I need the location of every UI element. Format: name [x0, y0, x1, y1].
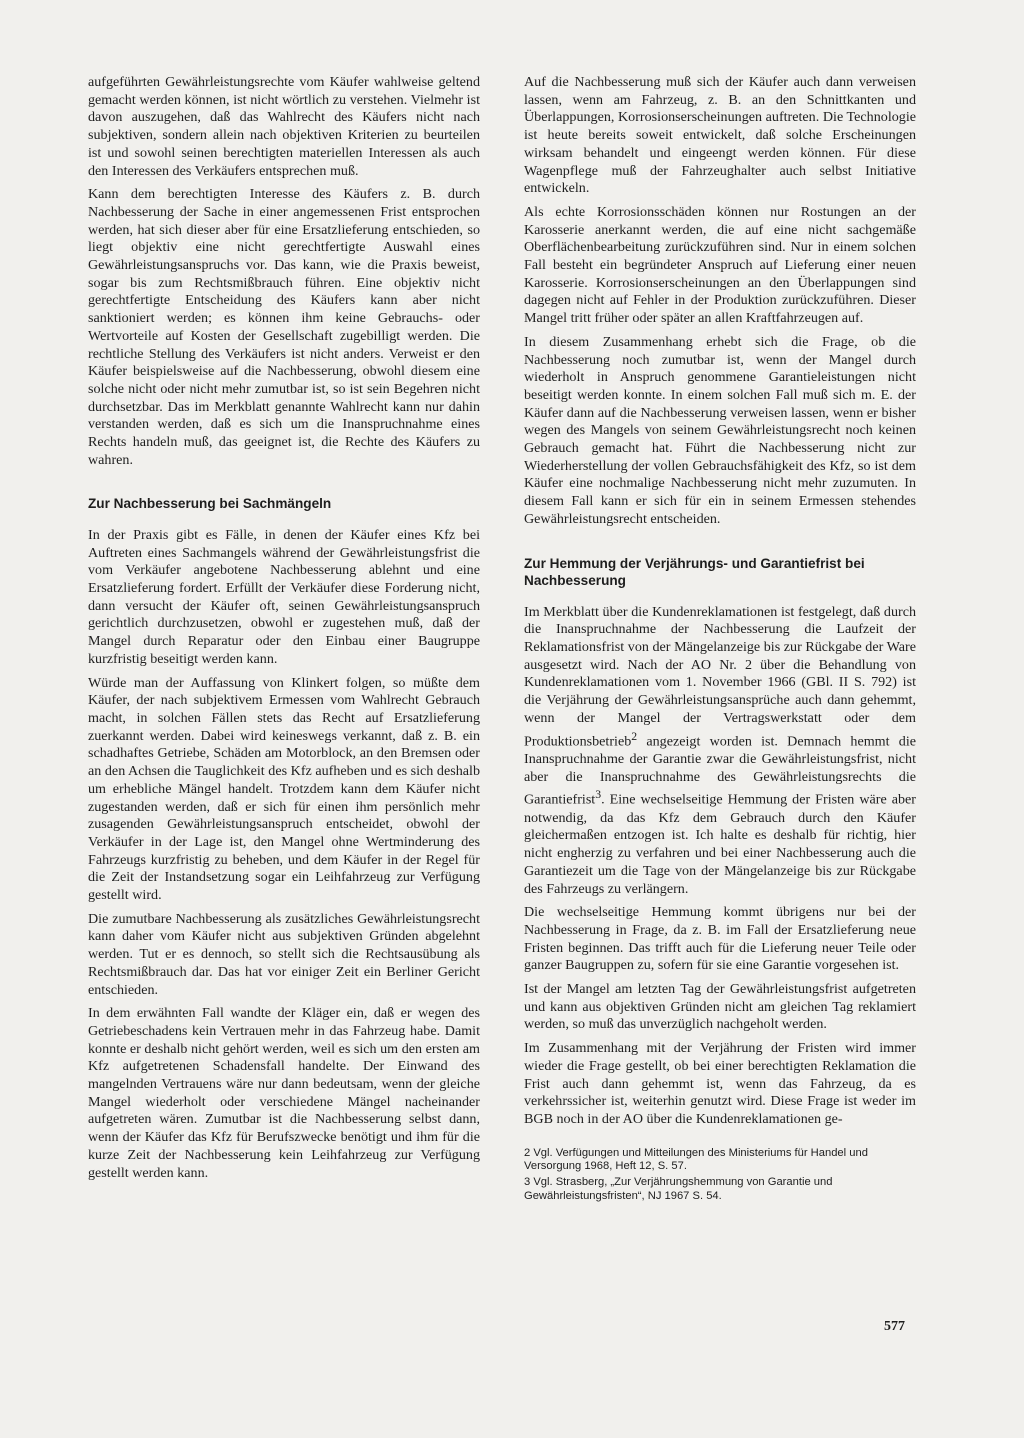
paragraph-text: . Eine wechselseitige Hemmung der Fristen wäre aber notwendig, da das Kfz dem Gebrauch durch den Käufer gleichermaßen entzogen ist. Ich halte es deshalb für richtig, hier nicht engherzig zu verfahren und bei einer Nachbesserung auch die Garantiezeit um die Tage von der Mängelanzeige bis zur Rückgabe des Fahrzeugs zu verlängern. — [524, 791, 916, 897]
page-number: 577 — [884, 1319, 905, 1334]
paragraph: In diesem Zusammenhang erhebt sich die Frage, ob die Nachbesserung noch zumutbar ist, wenn der Mangel durch wiederholt in Anspruch genommene Garantieleistungen nicht beseitigt werden konnte. In einem solchen Fall muß sich m. E. der Käufer dann auf die Nachbesserung verweisen lassen, wenn er bisher wegen des Mangels von seinem Gewährleistungsrecht noch keinen Gebrauch gemacht hat. Führt die Nachbesserung nicht zur Wiederherstellung der vollen Gebrauchsfähigkeit des Kfz, so ist dem Käufer eine nochmalige Nachbesserung nicht mehr zuzumuten. In diesem Fall kann er sich für ein in seinem Ermessen stehendes Gewährleistungsrecht entscheiden. — [524, 333, 916, 527]
paragraph: Im Zusammenhang mit der Verjährung der Fristen wird immer wieder die Frage gestellt, ob bei einer berechtigten Reklamation die Frist auch dann gehemmt ist, wenn das Fahrzeug, da es verkehrssicher ist, weiterhin genutzt wird. Diese Frage ist weder im BGB noch in der AO über die Kundenreklamationen ge- — [524, 1040, 916, 1127]
paragraph: Würde man der Auffassung von Klinkert folgen, so müßte dem Käufer, der nach subjektivem Ermessen vom Wahlrecht Gebrauch macht, in solchen Fällen stets das Recht auf Ersatzlieferung zuerkannt werden. Dabei wird keineswegs verkannt, daß z. B. ein schadhaftes Getriebe, Schäden am Motorblock, an den Bremsen oder an den Achsen die Tauglichkeit des Kfz aufheben und es sich deshalb um erhebliche Mängel handelt. Trotzdem kann dem Käufer nicht zugestanden werden, daß er sich für einen ihm persönlich mehr zusagenden Gewährleistungsanspruch entscheidet, obwohl der Verkäufer in der Lage ist, den Mangel ohne Wertminderung des Fahrzeugs kurzfristig zu beheben, und dem Käufer in der Regel für die Zeit der Instandsetzung sogar ein Leihfahrzeug zur Verfügung gestellt wird. — [88, 674, 480, 904]
paragraph: Als echte Korrosionsschäden können nur Rostungen an der Karosserie anerkannt werden, die auf eine nicht sachgemäße Oberflächenbearbeitung zurückzuführen sind. Nur in einem solchen Fall besteht ein begründeter Anspruch auf Lieferung einer neuen Karosserie. Korrosionserscheinungen an den Überlappungen sind dagegen nicht auf Fehler in der Produktion zurückzuführen. Dieser Mangel tritt früher oder später an allen Kraftfahrzeugen auf. — [524, 203, 916, 327]
paragraph: In dem erwähnten Fall wandte der Kläger ein, daß er wegen des Getriebeschadens kein Vertrauen mehr in das Fahrzeug habe. Damit konnte er deshalb nicht gehört werden, weil es sich um den ersten am Kfz aufgetretenen Schadensfall handelte. Der Einwand des mangelnden Vertrauens wäre nur dann bedeutsam, wenn der gleiche Mangel wiederholt oder verschiedene Mängel nacheinander aufgetreten wären. Zumutbar ist die Nachbesserung selbst dann, wenn der Käufer das Kfz für Berufszwecke benötigt und ihm für die kurze Zeit der Nachbesserung kein Leihfahrzeug zur Verfügung gestellt werden kann. — [88, 1005, 480, 1181]
right-column — [524, 74, 916, 1206]
footnotes — [524, 1147, 916, 1204]
paragraph: In der Praxis gibt es Fälle, in denen der Käufer eines Kfz bei Auftreten eines Sachmangels während der Gewährleistungsfrist die vom Verkäufer angebotene Nachbesserung ablehnt und eine Ersatzlieferung fordert. Erfüllt der Verkäufer diese Forderung nicht, dann versucht der Käufer oft, seinen Gewährleistungsanspruch gerichtlich durchzusetzen, obwohl er zugestehen muß, daß der Mangel durch Reparatur oder den Einbau einer Baugruppe kurzfristig beseitigt werden kann. — [88, 526, 480, 667]
paragraph: Auf die Nachbesserung muß sich der Käufer auch dann verweisen lassen, wenn am Fahrzeug, z. B. an den Schnittkanten und Überlappungen, Korrosionserscheinungen auftreten. Die Technologie ist heute bereits soweit entwickelt, daß solche Erscheinungen wirksam behandelt und eingeengt werden können. Für diese Wagenpflege muß der Fahrzeughalter auch selbst Initiative entwickeln. — [524, 74, 916, 197]
footnote-reference: 2 — [631, 729, 638, 743]
footnote: 2 Vgl. Verfügungen und Mitteilungen des Ministeriums für Handel und Versorgung 1968, Heft 12, S. 57. — [524, 1146, 868, 1173]
footnote-reference: 3 — [595, 788, 602, 802]
paragraph — [524, 604, 916, 899]
paragraph: Kann dem berechtigten Interesse des Käufers z. B. durch Nachbesserung der Sache in einer angemessenen Frist entsprochen werden, hat sich dieser aber für eine Ersatzlieferung entschieden, so liegt objektiv eine nicht gerechtfertigte Auswahl eines Gewährleistungsanspruchs vor. Das kann, wie die Praxis beweist, sogar bis zum Rechtsmißbrauch führen. Eine objektiv nicht gerechtfertigte Entscheidung des Käufers kann aber nicht sanktioniert werden; es können ihm keine Gebrauchs- oder Wertvorteile auf Kosten der Gesellschaft zugebilligt werden. Die rechtliche Stellung des Verkäufers ist nicht anders. Verweist er den Käufer beispielsweise auf die Nachbesserung, obwohl diesem eine solche nicht oder nicht mehr zumutbar ist, so ist sein Begehren nicht durchsetzbar. Das im Merkblatt genannte Wahlrecht kann nur dahin verstanden werden, daß es sich um die Inanspruchnahme eines Rechts handeln muß, das geeignet ist, die Rechte des Käufers zu wahren. — [88, 186, 480, 468]
paragraph: Die wechselseitige Hemmung kommt übrigens nur bei der Nachbesserung in Frage, da z. B. im Fall der Ersatzlieferung neue Fristen beginnen. Das trifft auch für die Lieferung neuer Teile oder ganzer Baugruppen zu, sofern für sie eine Garantie vorgesehen ist. — [524, 904, 916, 974]
paragraph-text: angezeigt worden ist. Demnach hemmt die Inanspruchnahme der Garantie zwar die Gewährleistungsfrist, nicht aber die Inanspruchnahme des Gewährleistungsrechts die Garantiefrist — [524, 733, 916, 808]
paragraph: aufgeführten Gewährleistungsrechte vom Käufer wahlweise geltend gemacht werden können, ist nicht wörtlich zu verstehen. Vielmehr ist davon auszugehen, daß das Wahlrecht des Käufers nicht nach subjektiven, sondern allein nach objektiven Kriterien zu beurteilen ist und sowohl seinen berechtigten materiellen Interessen als auch den Interessen des Verkäufers entsprechen muß. — [88, 74, 480, 179]
left-column — [88, 74, 480, 1188]
paragraph: Die zumutbare Nachbesserung als zusätzliches Gewährleistungsrecht kann daher vom Käufer nicht aus subjektiven Gründen abgelehnt werden. Tut er es dennoch, so stellt sich die Rechtsausübung als Rechtsmißbrauch dar. Das hat vor einiger Zeit ein Berliner Gericht entschieden. — [88, 910, 480, 998]
section-heading: Zur Hemmung der Verjährungs- und Garantiefrist bei Nachbesserung — [524, 555, 865, 589]
paragraph-text: Im Merkblatt über die Kundenreklamationen ist festgelegt, daß durch die Inanspruchnahme der Nachbesserung die Laufzeit der Reklamationsfrist von der Mängelanzeige bis zur Rückgabe der Ware ausgesetzt wird. Nach der AO Nr. 2 über die Behandlung von Kundenreklamationen vom 1. November 1966 (GBl. II S. 792) ist die Verjährung der Gewährleistungsansprüche auch dann gehemmt, wenn der Mangel der Vertragswerkstatt oder dem Produktionsbetrieb — [524, 603, 916, 750]
footnote: 3 Vgl. Strasberg, „Zur Verjährungshemmung von Garantie und Gewährleistungsfristen“, NJ 1967 S. 54. — [524, 1176, 833, 1203]
paragraph: Ist der Mangel am letzten Tag der Gewährleistungsfrist aufgetreten und kann aus objektiven Gründen nicht am gleichen Tag reklamiert werden, so muß das unverzüglich nachgeholt werden. — [524, 981, 916, 1033]
section-heading: Zur Nachbesserung bei Sachmängeln — [88, 496, 332, 512]
